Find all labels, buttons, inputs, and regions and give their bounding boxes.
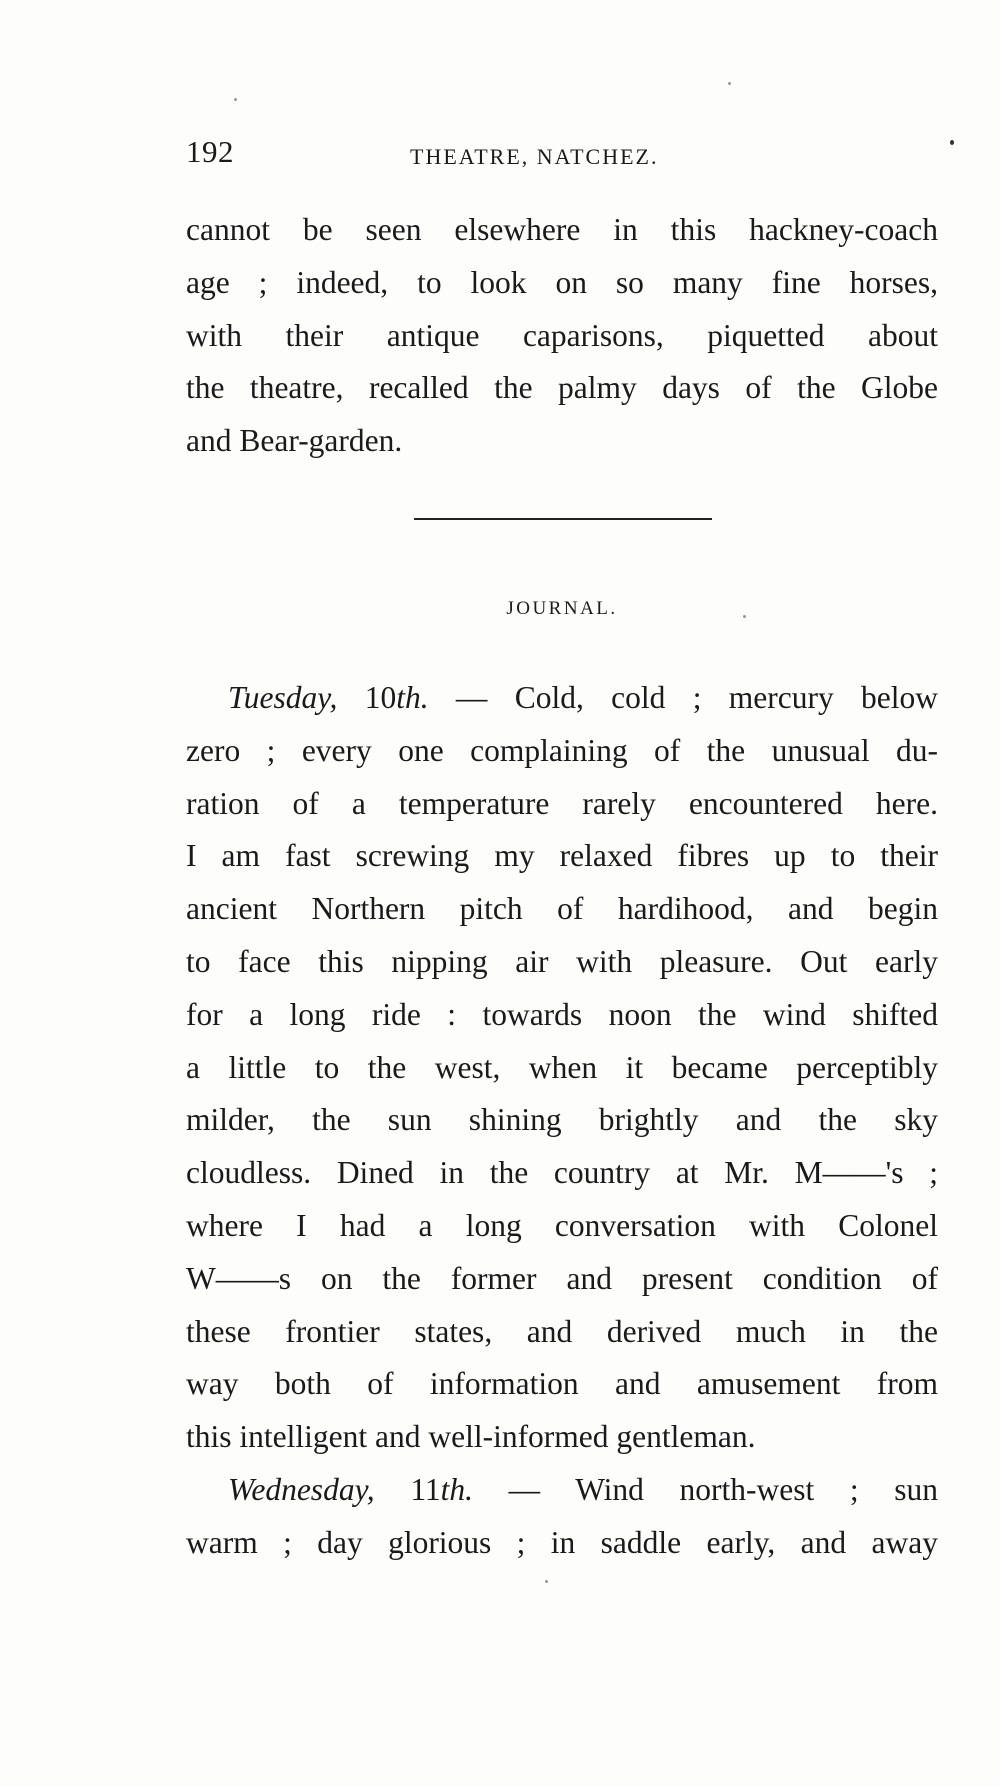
entry-date-number: 11	[410, 1471, 441, 1507]
text-line: cannot be seen elsewhere in this hackney-coach	[186, 212, 938, 247]
entry-first-line	[186, 672, 938, 725]
entry-date-suffix: th.	[440, 1471, 474, 1507]
text-line: milder, the sun shining brightly and the sky	[186, 1102, 938, 1138]
entry-date-number: 10	[364, 680, 397, 715]
text-line: with their antique caparisons, piquetted about	[186, 317, 938, 353]
text-line: W——s on the former and present condition of	[186, 1260, 938, 1296]
text-line: warm ; day glorious ; in saddle early, and away	[186, 1524, 938, 1560]
text-line: for a long ride : towards noon the wind shifted	[186, 996, 938, 1032]
text-line: to face this nipping air with pleasure. Out early	[186, 943, 938, 979]
section-heading: JOURNAL.	[506, 598, 618, 619]
page-speck	[545, 1580, 548, 1583]
entry-first-line	[186, 1464, 938, 1517]
text-line: where I had a long conversation with Colonel	[186, 1207, 938, 1243]
text-line: zero ; every one complaining of the unusual du-	[186, 732, 938, 768]
text-line: and Bear-garden.	[186, 423, 403, 459]
entry-text: — Wind north-west ; sun	[473, 1471, 939, 1507]
text-line: way both of information and amusement from	[186, 1366, 938, 1402]
text-line: these frontier states, and derived much in the	[186, 1313, 938, 1349]
running-head	[186, 134, 938, 174]
page-speck	[234, 98, 237, 101]
page-speck	[950, 140, 954, 145]
section-divider	[414, 518, 712, 520]
text-line: a little to the west, when it became perceptibly	[186, 1049, 938, 1085]
text-line: I am fast screwing my relaxed fibres up to their	[186, 838, 938, 874]
text-line: cloudless. Dined in the country at Mr. M——'s ;	[186, 1155, 938, 1191]
page-number: 192	[186, 134, 234, 169]
text-line: age ; indeed, to look on so many fine horses,	[186, 264, 938, 300]
entry-date	[410, 1472, 473, 1507]
paragraph-continued	[186, 204, 938, 468]
text-line: this intelligent and well-informed gentleman.	[186, 1419, 756, 1455]
journal-entries	[186, 672, 938, 1570]
text-line: ancient Northern pitch of hardihood, and begin	[186, 891, 938, 927]
entry-day: Tuesday,	[228, 680, 338, 715]
entry-text: — Cold, cold ; mercury below	[428, 680, 939, 715]
entry-date-suffix: th.	[396, 680, 429, 715]
entry-date	[365, 680, 429, 715]
text-line: the theatre, recalled the palmy days of the Globe	[186, 370, 938, 406]
running-title: THEATRE, NATCHEZ.	[410, 144, 659, 169]
text-line: ration of a temperature rarely encountered here.	[186, 785, 938, 821]
entry-day: Wednesday,	[228, 1471, 375, 1507]
page-speck	[728, 82, 731, 85]
